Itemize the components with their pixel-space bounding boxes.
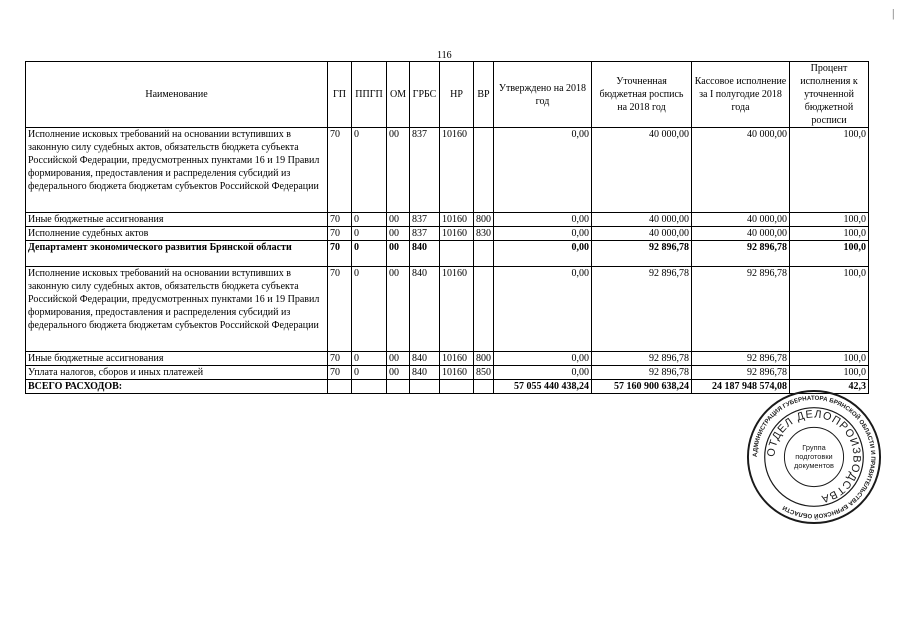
cell-percent: 100,0 <box>790 352 869 366</box>
corner-mark: | <box>892 6 895 20</box>
cell-percent: 100,0 <box>790 366 869 380</box>
stamp-ring-text: АДМИНИСТРАЦИЯ ГУБЕРНАТОРА БРЯНСКОЙ ОБЛАСТИ И ПРАВИТЕЛЬСТВА БРЯНСКОЙ ОБЛАСТИ <box>751 394 877 520</box>
cell-cash: 92 896,78 <box>692 352 790 366</box>
table-row <box>26 352 869 366</box>
cell-om: 00 <box>387 366 410 380</box>
cell-name: Уплата налогов, сборов и иных платежей <box>26 366 328 380</box>
cell-ppgp: 0 <box>352 128 387 213</box>
cell-vr: 800 <box>474 213 494 227</box>
table-row <box>26 267 869 352</box>
header-row <box>26 62 869 128</box>
stamp-center-line3: документов <box>794 460 834 470</box>
cell-gp: 70 <box>328 227 352 241</box>
cell-vr: 800 <box>474 352 494 366</box>
cell-grbs: 837 <box>410 227 440 241</box>
cell-ppgp: 0 <box>352 352 387 366</box>
office-stamp <box>745 388 883 526</box>
cell-name: Исполнение исковых требований на основании вступивших в законную силу судебных актов, обязательств бюджета субъекта Российской Федерации, предусмотренных пунктами 16 и 19 Правил формирования, предоставления и распределения субсидий из федерального бюджета бюджетам субъектов Российской Федерации <box>26 267 328 352</box>
cell-cash: 40 000,00 <box>692 128 790 213</box>
header-name: Наименование <box>26 62 328 128</box>
header-refined: Уточненная бюджетная роспись на 2018 год <box>592 62 692 128</box>
header-cash: Кассовое исполнение за I полугодие 2018 года <box>692 62 790 128</box>
table-row <box>26 366 869 380</box>
cell-np: 10160 <box>440 128 474 213</box>
header-gp: ГП <box>328 62 352 128</box>
cell-ppgp: 0 <box>352 267 387 352</box>
cell-refined: 92 896,78 <box>592 241 692 267</box>
cell-percent: 100,0 <box>790 227 869 241</box>
cell-vr: 850 <box>474 366 494 380</box>
cell-gp: 70 <box>328 241 352 267</box>
cell-cash: 92 896,78 <box>692 241 790 267</box>
cell-ppgp: 0 <box>352 213 387 227</box>
header-ppgp: ППГП <box>352 62 387 128</box>
cell-om: 00 <box>387 227 410 241</box>
cell-approved: 0,00 <box>494 213 592 227</box>
cell-refined: 40 000,00 <box>592 227 692 241</box>
total-label: ВСЕГО РАСХОДОВ: <box>26 380 328 394</box>
header-approved: Утверждено на 2018 год <box>494 62 592 128</box>
cell-approved: 0,00 <box>494 227 592 241</box>
cell-gp: 70 <box>328 352 352 366</box>
cell-gp: 70 <box>328 366 352 380</box>
cell-name: Иные бюджетные ассигнования <box>26 213 328 227</box>
total-percent: 42,3 <box>790 380 869 394</box>
cell-approved: 0,00 <box>494 128 592 213</box>
cell-approved: 0,00 <box>494 352 592 366</box>
stamp-center-line2: подготовки <box>795 451 833 461</box>
header-om: ОМ <box>387 62 410 128</box>
cell-approved: 0,00 <box>494 241 592 267</box>
cell-np: 10160 <box>440 366 474 380</box>
cell-name: Исполнение судебных актов <box>26 227 328 241</box>
stamp-center-line1: Группа <box>802 443 826 453</box>
cell-grbs: 840 <box>410 366 440 380</box>
header-grbs: ГРБС <box>410 62 440 128</box>
cell-ppgp: 0 <box>352 227 387 241</box>
cell-grbs: 837 <box>410 213 440 227</box>
cell-vr <box>474 128 494 213</box>
cell-gp: 70 <box>328 213 352 227</box>
table-row <box>26 241 869 267</box>
cell-name: Иные бюджетные ассигнования <box>26 352 328 366</box>
total-cash: 24 187 948 574,08 <box>692 380 790 394</box>
table-row <box>26 128 869 213</box>
header-vr: ВР <box>474 62 494 128</box>
cell-gp: 70 <box>328 128 352 213</box>
cell-cash: 40 000,00 <box>692 227 790 241</box>
cell-om: 00 <box>387 267 410 352</box>
cell-percent: 100,0 <box>790 241 869 267</box>
cell-grbs: 840 <box>410 352 440 366</box>
cell-om: 00 <box>387 352 410 366</box>
header-percent: Процент исполнения к уточненной бюджетной росписи <box>790 62 869 128</box>
cell-refined: 40 000,00 <box>592 128 692 213</box>
cell-gp: 70 <box>328 267 352 352</box>
cell-om: 00 <box>387 128 410 213</box>
cell-cash: 92 896,78 <box>692 366 790 380</box>
cell-approved: 0,00 <box>494 366 592 380</box>
cell-refined: 92 896,78 <box>592 352 692 366</box>
total-row <box>26 380 869 394</box>
cell-vr <box>474 241 494 267</box>
cell-percent: 100,0 <box>790 128 869 213</box>
total-approved: 57 055 440 438,24 <box>494 380 592 394</box>
cell-om: 00 <box>387 213 410 227</box>
budget-table <box>25 61 869 394</box>
cell-refined: 92 896,78 <box>592 267 692 352</box>
cell-refined: 92 896,78 <box>592 366 692 380</box>
cell-name: Департамент экономического развития Брянской области <box>26 241 328 267</box>
cell-np: 10160 <box>440 213 474 227</box>
cell-name: Исполнение исковых требований на основании вступивших в законную силу судебных актов, обязательств бюджета субъекта Российской Федерации, предусмотренных пунктами 16 и 19 Правил формирования, предоставления и распределения субсидий из федерального бюджета бюджетам субъектов Российской Федерации <box>26 128 328 213</box>
table-row <box>26 227 869 241</box>
header-np: НР <box>440 62 474 128</box>
cell-cash: 40 000,00 <box>692 213 790 227</box>
cell-np: 10160 <box>440 267 474 352</box>
cell-percent: 100,0 <box>790 213 869 227</box>
cell-ppgp: 0 <box>352 366 387 380</box>
table-row <box>26 213 869 227</box>
cell-vr <box>474 267 494 352</box>
page-number: 116 <box>437 50 452 61</box>
cell-grbs: 837 <box>410 128 440 213</box>
cell-grbs: 840 <box>410 241 440 267</box>
cell-grbs: 840 <box>410 267 440 352</box>
cell-approved: 0,00 <box>494 267 592 352</box>
cell-ppgp: 0 <box>352 241 387 267</box>
cell-vr: 830 <box>474 227 494 241</box>
cell-np: 10160 <box>440 227 474 241</box>
cell-refined: 40 000,00 <box>592 213 692 227</box>
cell-np: 10160 <box>440 352 474 366</box>
stamp-arc-text: ОТДЕЛ ДЕЛОПРОИЗВОДСТВА <box>765 408 863 505</box>
cell-om: 00 <box>387 241 410 267</box>
total-refined: 57 160 900 638,24 <box>592 380 692 394</box>
cell-cash: 92 896,78 <box>692 267 790 352</box>
cell-np <box>440 241 474 267</box>
cell-percent: 100,0 <box>790 267 869 352</box>
